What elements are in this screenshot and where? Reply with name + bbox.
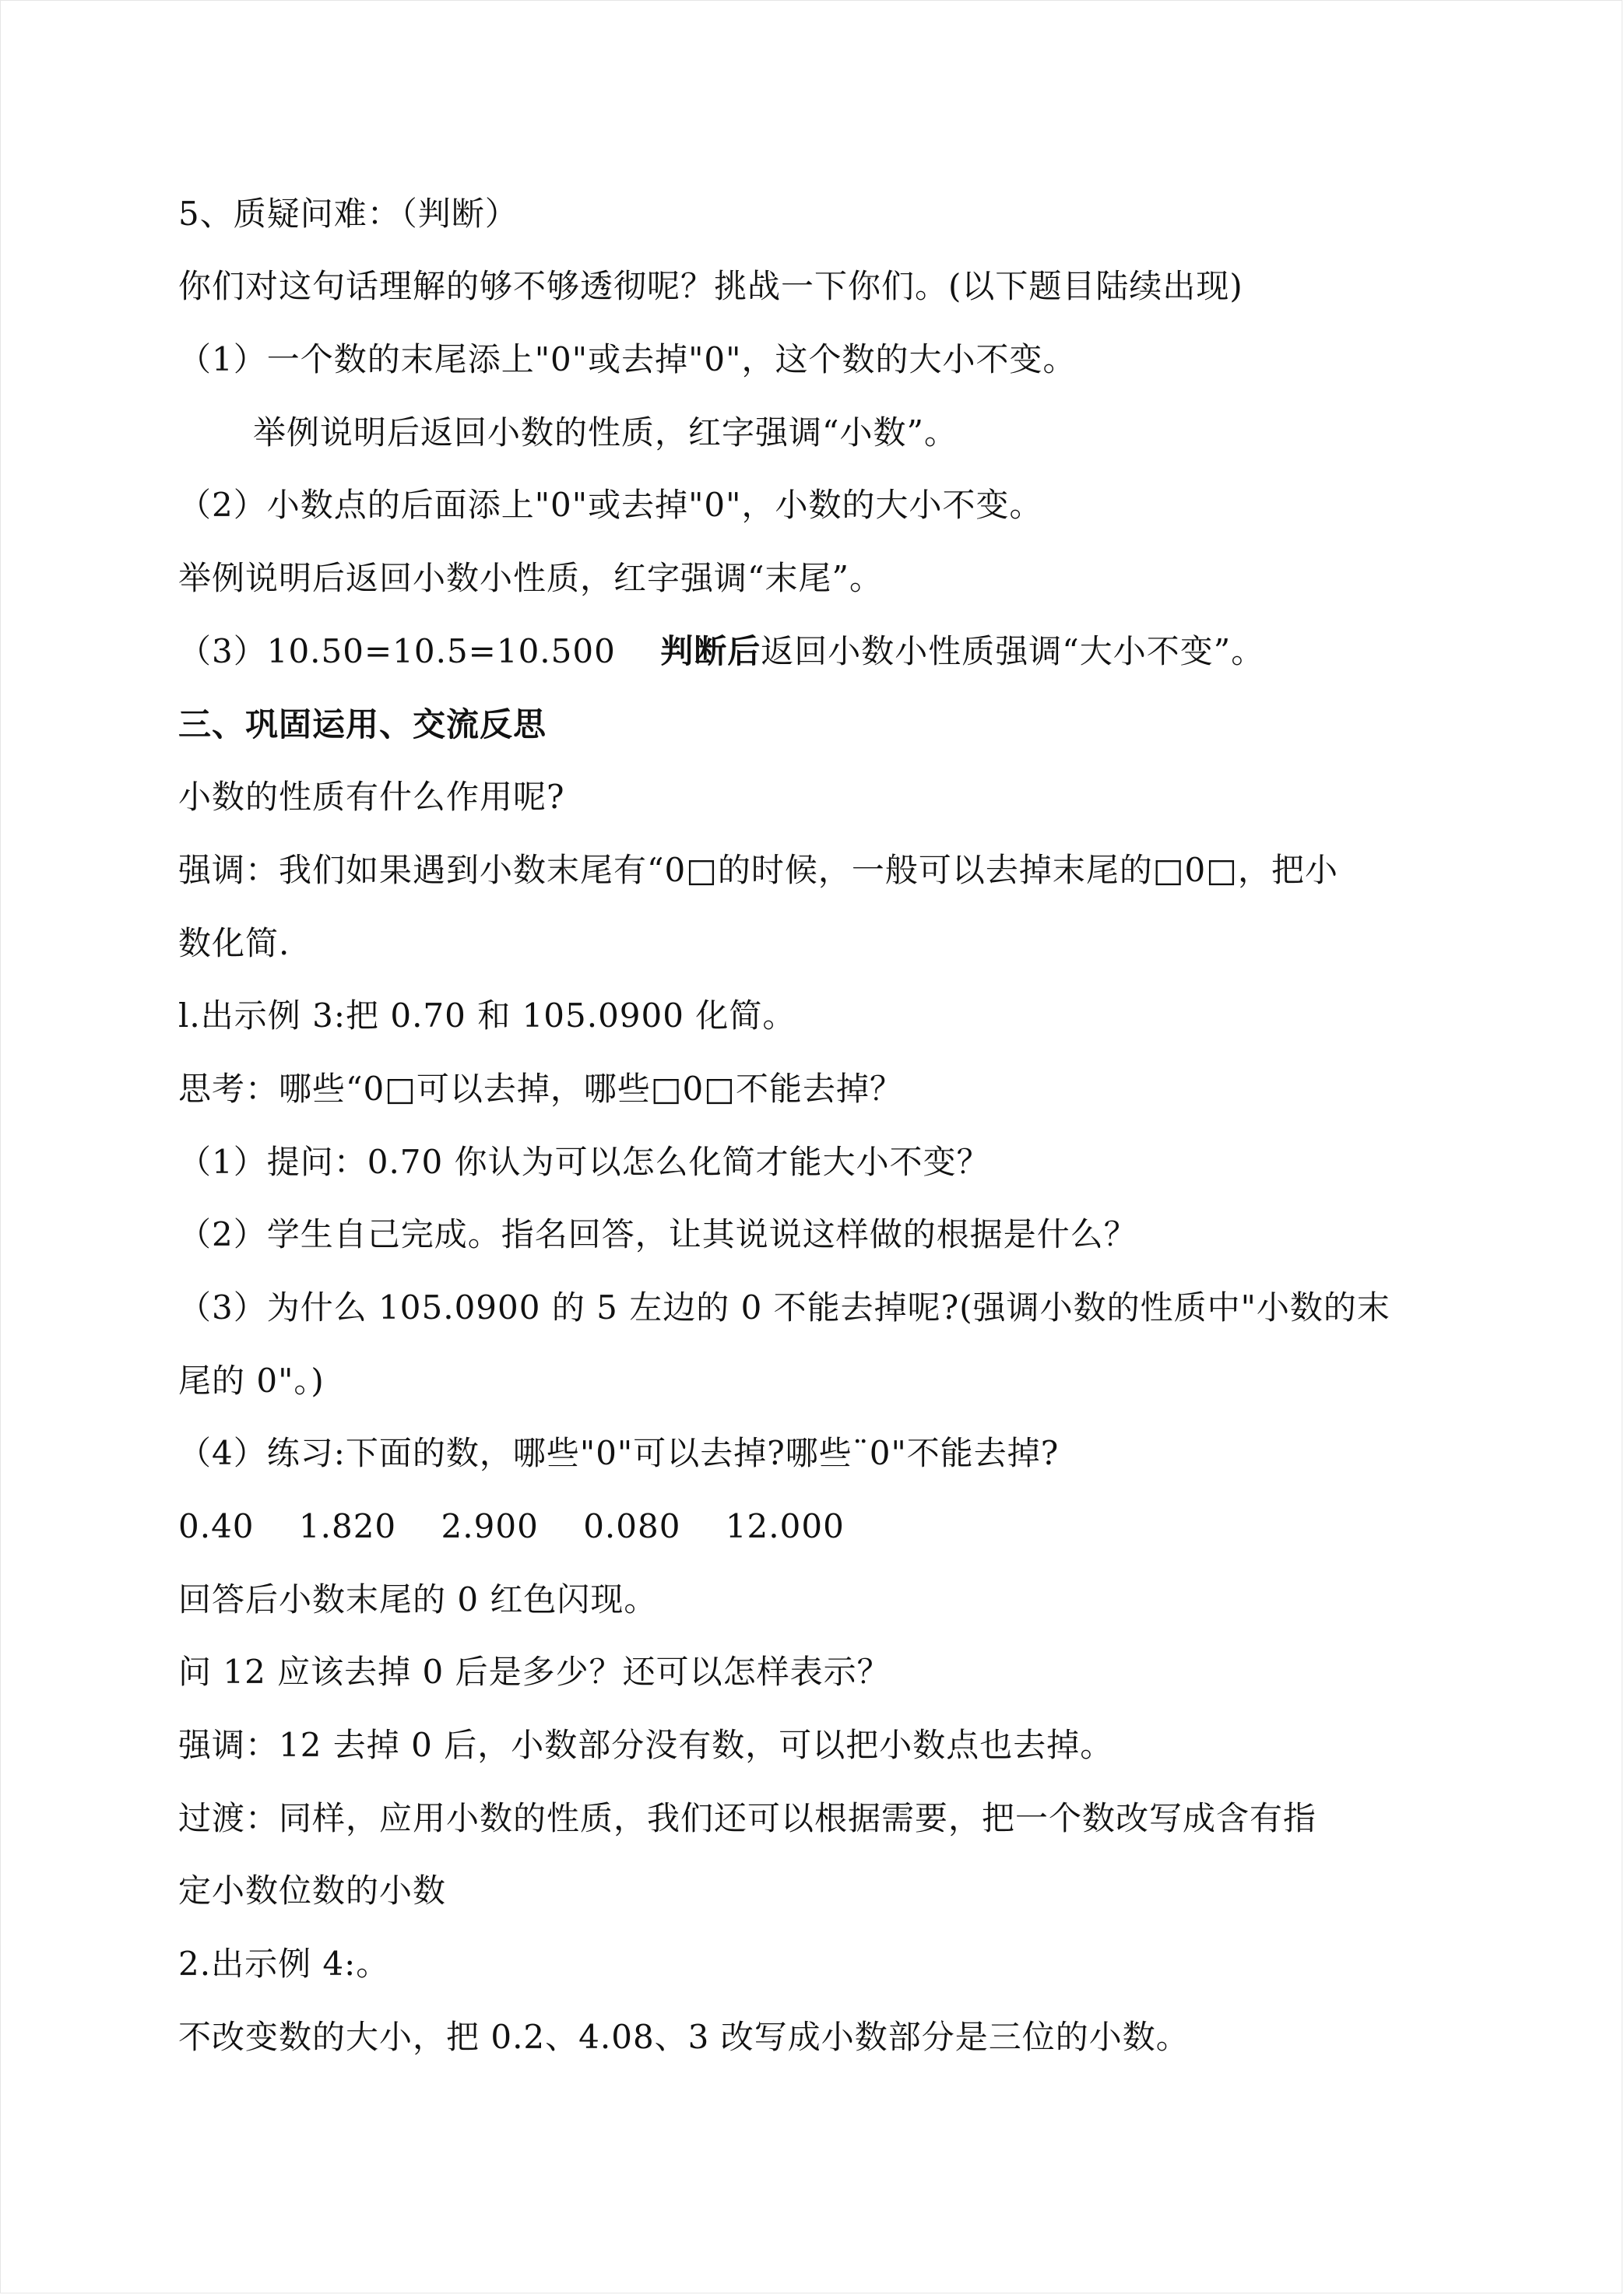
step-2: （2）学生自己完成。指名回答，让其说说这样做的根据是什么？ bbox=[178, 1215, 1137, 1253]
transition-line-1: 过渡：同样，应用小数的性质，我们还可以根据需要，把一个数改写成含有指 bbox=[178, 1799, 1317, 1837]
question-1: （1）一个数的末尾添上"0"或去掉"0"，这个数的大小不变。 bbox=[178, 340, 1077, 378]
emphasis-line-2: 数化简. bbox=[178, 924, 290, 962]
emphasis-line-1: 强调：我们如果遇到小数末尾有“0□的时候，一般可以去掉末尾的□0□，把小 bbox=[178, 851, 1338, 889]
practice-numbers: 0.40 1.820 2.900 0.080 12.000 bbox=[178, 1507, 845, 1545]
note-1: 举例说明后返回小数的性质，红字强调“小数”。 bbox=[253, 413, 958, 452]
transition-line-2: 定小数位数的小数 bbox=[178, 1871, 447, 1910]
think-line: 思考：哪些“0□可以去掉，哪些□0□不能去掉？ bbox=[178, 1070, 903, 1108]
question-3 bbox=[178, 629, 1264, 674]
example-3: l.出示例 3:把 0.70 和 105.0900 化简。 bbox=[178, 996, 796, 1035]
section-5-heading: 5、质疑问难：（判断） bbox=[178, 195, 518, 233]
question-purpose: 小数的性质有什么作用呢? bbox=[178, 778, 565, 816]
example-4-task: 不改变数的大小，把 0.2、4.08、3 改写成小数部分是三位的小数。 bbox=[178, 2018, 1190, 2056]
answer-note: 回答后小数末尾的 0 红色闪现。 bbox=[178, 1580, 658, 1618]
section-3-heading: 三、巩固运用、交流反思 bbox=[178, 705, 547, 743]
step-4: （4）练习:下面的数，哪些"0"可以去掉?哪些¨0"不能去掉? bbox=[178, 1434, 1060, 1472]
spacer bbox=[616, 632, 660, 670]
question-12: 问 12 应该去掉 0 后是多少？还可以怎样表示？ bbox=[178, 1653, 891, 1691]
question-2: （2）小数点的后面添上"0"或去掉"0"，小数的大小不变。 bbox=[178, 486, 1043, 524]
note-2: 举例说明后返回小数小性质，红字强调“末尾”。 bbox=[178, 559, 883, 597]
emphasis-12: 强调：12 去掉 0 后，小数部分没有数，可以把小数点也去掉。 bbox=[178, 1726, 1114, 1764]
prompt-paragraph: 你们对这句话理解的够不够透彻呢？挑战一下你们。(以下题目陆续出现) bbox=[178, 267, 1243, 305]
question-3-note: 返回小数小性质强调“大小不变”。 bbox=[761, 632, 1265, 670]
step-1: （1）提问：0.70 你认为可以怎么化简才能大小不变？ bbox=[178, 1143, 990, 1181]
question-3-bold-label: 判断后 bbox=[660, 632, 761, 670]
question-3-expression: （3）10.50=10.5=10.500 bbox=[178, 632, 616, 670]
step-3-line-2: 尾的 0"。) bbox=[178, 1362, 325, 1400]
step-3-line-1: （3）为什么 105.0900 的 5 左边的 0 不能去掉呢?(强调小数的性质中"小数的末 bbox=[178, 1288, 1390, 1327]
example-4: 2.出示例 4:。 bbox=[178, 1945, 390, 1983]
